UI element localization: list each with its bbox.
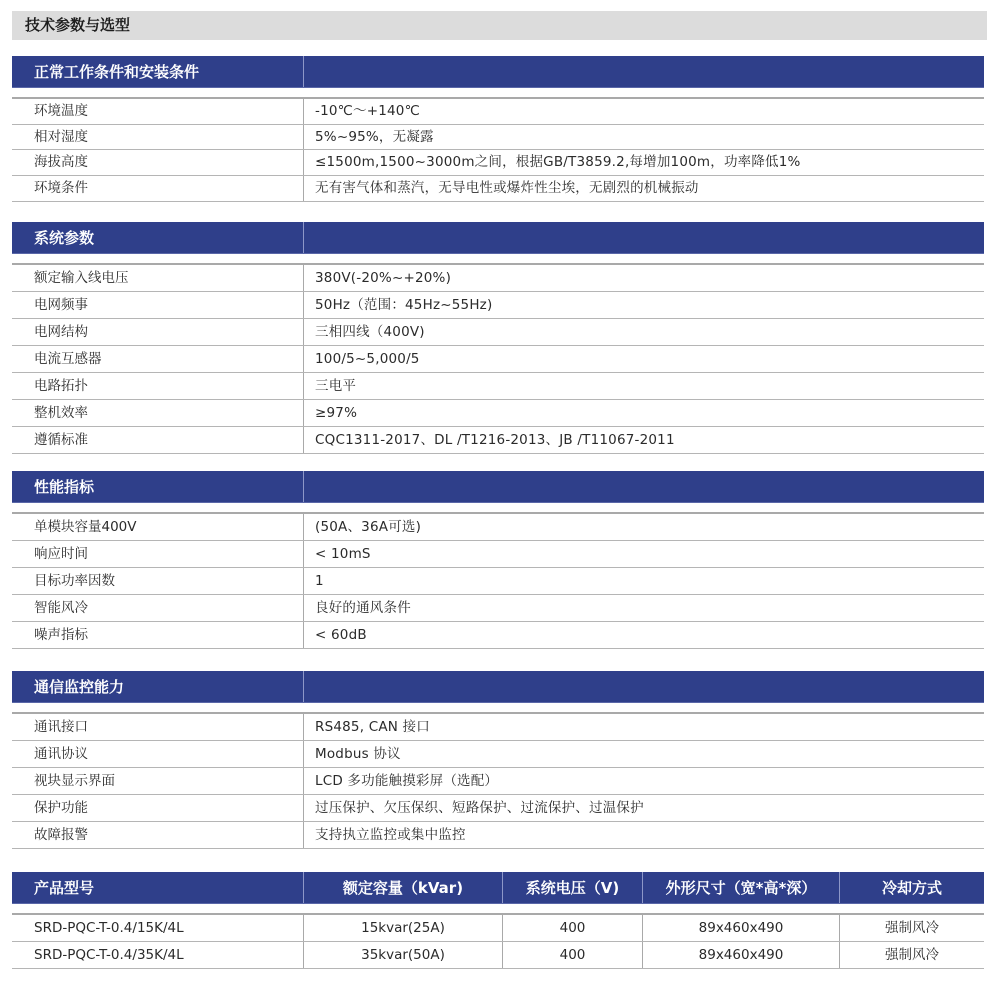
section-header-blank	[304, 56, 984, 87]
section-header-blank	[304, 671, 984, 702]
section-communication-monitoring	[12, 671, 984, 849]
spec-value: Modbus 协议	[315, 746, 401, 762]
table-row	[12, 595, 984, 622]
header-model: 产品型号	[12, 872, 304, 903]
spec-label: 整机效率	[12, 400, 304, 426]
spec-label: 响应时间	[12, 541, 304, 567]
spec-value: < 10mS	[315, 546, 371, 562]
section-system-parameters	[12, 222, 984, 454]
spec-label: 相对湿度	[12, 125, 304, 150]
section-header	[12, 222, 984, 254]
spec-label: 单模块容量400V	[12, 514, 304, 540]
spec-table	[12, 97, 984, 202]
spec-value: 100/5~5,000/5	[315, 351, 420, 367]
spec-value: < 60dB	[315, 627, 367, 643]
spec-label: 保护功能	[12, 795, 304, 821]
spec-label: 智能风冷	[12, 595, 304, 621]
spec-value: 良好的通风条件	[315, 600, 411, 616]
table-row	[12, 622, 984, 649]
spec-value: 50Hz（范围：45Hz~55Hz)	[315, 297, 493, 313]
product-model-table	[12, 872, 984, 969]
table-row	[12, 768, 984, 795]
section-title: 系统参数	[12, 222, 304, 253]
spec-value: -10℃～+140℃	[315, 103, 420, 119]
cell-cooling: 强制风冷	[885, 920, 939, 936]
section-header-blank	[304, 222, 984, 253]
table-row	[12, 942, 984, 969]
cell-rated-capacity: 35kvar(50A)	[304, 942, 503, 968]
section-title: 正常工作条件和安装条件	[12, 56, 304, 87]
cell-system-voltage: 400	[503, 942, 643, 968]
spec-label: 遵循标准	[12, 427, 304, 453]
table-row	[12, 741, 984, 768]
spec-value: ≥97%	[315, 405, 358, 421]
header-rated-capacity: 额定容量（kVar)	[304, 872, 503, 903]
header-cooling: 冷却方式	[881, 879, 942, 897]
spec-label: 故障报警	[12, 822, 304, 848]
table-row	[12, 265, 984, 292]
header-dimensions: 外形尺寸（宽*高*深）	[643, 872, 840, 903]
table-row	[12, 514, 984, 541]
spec-label: 环境温度	[12, 99, 304, 124]
spec-label: 通讯接口	[12, 714, 304, 740]
section-operating-conditions	[12, 56, 984, 202]
table-row	[12, 176, 984, 202]
cell-model: SRD-PQC-T-0.4/15K/4L	[12, 915, 304, 941]
spec-table	[12, 712, 984, 849]
cell-rated-capacity: 15kvar(25A)	[304, 915, 503, 941]
spec-label: 额定输入线电压	[12, 265, 304, 291]
spec-value: ≤1500m,1500~3000m之间，根据GB/T3859.2,每增加100m，功率降低1%	[315, 154, 801, 171]
spec-value: RS485, CAN 接口	[315, 719, 430, 735]
table-row	[12, 150, 984, 176]
spec-value: 1	[315, 573, 324, 589]
section-header-blank	[304, 471, 984, 502]
spec-value: 无有害气体和蒸汽，无导电性或爆炸性尘埃，无剧烈的机械振动	[315, 180, 699, 197]
section-header	[12, 671, 984, 703]
cell-dimensions: 89x460x490	[643, 942, 840, 968]
cell-model: SRD-PQC-T-0.4/35K/4L	[12, 942, 304, 968]
section-header	[12, 471, 984, 503]
cell-system-voltage: 400	[503, 915, 643, 941]
section-performance-indicators	[12, 471, 984, 649]
section-title: 通信监控能力	[12, 671, 304, 702]
spec-value: LCD 多功能触摸彩屏（选配）	[315, 773, 499, 789]
cell-dimensions: 89x460x490	[643, 915, 840, 941]
table-row	[12, 373, 984, 400]
spec-table	[12, 263, 984, 454]
spec-label: 环境条件	[12, 176, 304, 201]
table-row	[12, 541, 984, 568]
spec-label: 电网频事	[12, 292, 304, 318]
spec-value: 5%~95%，无凝露	[315, 128, 434, 145]
spec-value: 支持执立监控或集中监控	[315, 827, 466, 843]
section-header	[12, 56, 984, 88]
header-system-voltage: 系统电压（V)	[503, 872, 643, 903]
spec-value: 三电平	[315, 378, 357, 394]
spec-value: (50A、36A可选)	[315, 519, 422, 535]
table-row	[12, 125, 984, 151]
section-title: 性能指标	[12, 471, 304, 502]
table-row	[12, 915, 984, 942]
table-row	[12, 795, 984, 822]
table-row	[12, 568, 984, 595]
spec-label: 视块显示界面	[12, 768, 304, 794]
cell-cooling: 强制风冷	[885, 947, 939, 963]
table-row	[12, 427, 984, 454]
spec-table	[12, 512, 984, 649]
spec-label: 电网结构	[12, 319, 304, 345]
table-row	[12, 99, 984, 125]
table-row	[12, 319, 984, 346]
spec-value: 过压保护、欠压保织、短路保护、过流保护、过温保护	[315, 800, 644, 816]
table-row	[12, 714, 984, 741]
spec-label: 噪声指标	[12, 622, 304, 648]
spec-label: 目标功率因数	[12, 568, 304, 594]
spec-value: CQC1311-2017、DL /T1216-2013、JB /T11067-2011	[315, 432, 675, 448]
table-row	[12, 292, 984, 319]
table-row	[12, 822, 984, 849]
spec-label: 电路拓扑	[12, 373, 304, 399]
spec-label: 海拔高度	[12, 150, 304, 175]
page-title: 技术参数与选型	[12, 11, 987, 40]
product-table-body	[12, 913, 984, 969]
table-row	[12, 400, 984, 427]
table-row	[12, 346, 984, 373]
product-table-header	[12, 872, 984, 904]
spec-label: 通讯协议	[12, 741, 304, 767]
spec-value: 380V(-20%~+20%)	[315, 270, 452, 286]
spec-label: 电流互感器	[12, 346, 304, 372]
spec-value: 三相四线（400V)	[315, 324, 425, 340]
